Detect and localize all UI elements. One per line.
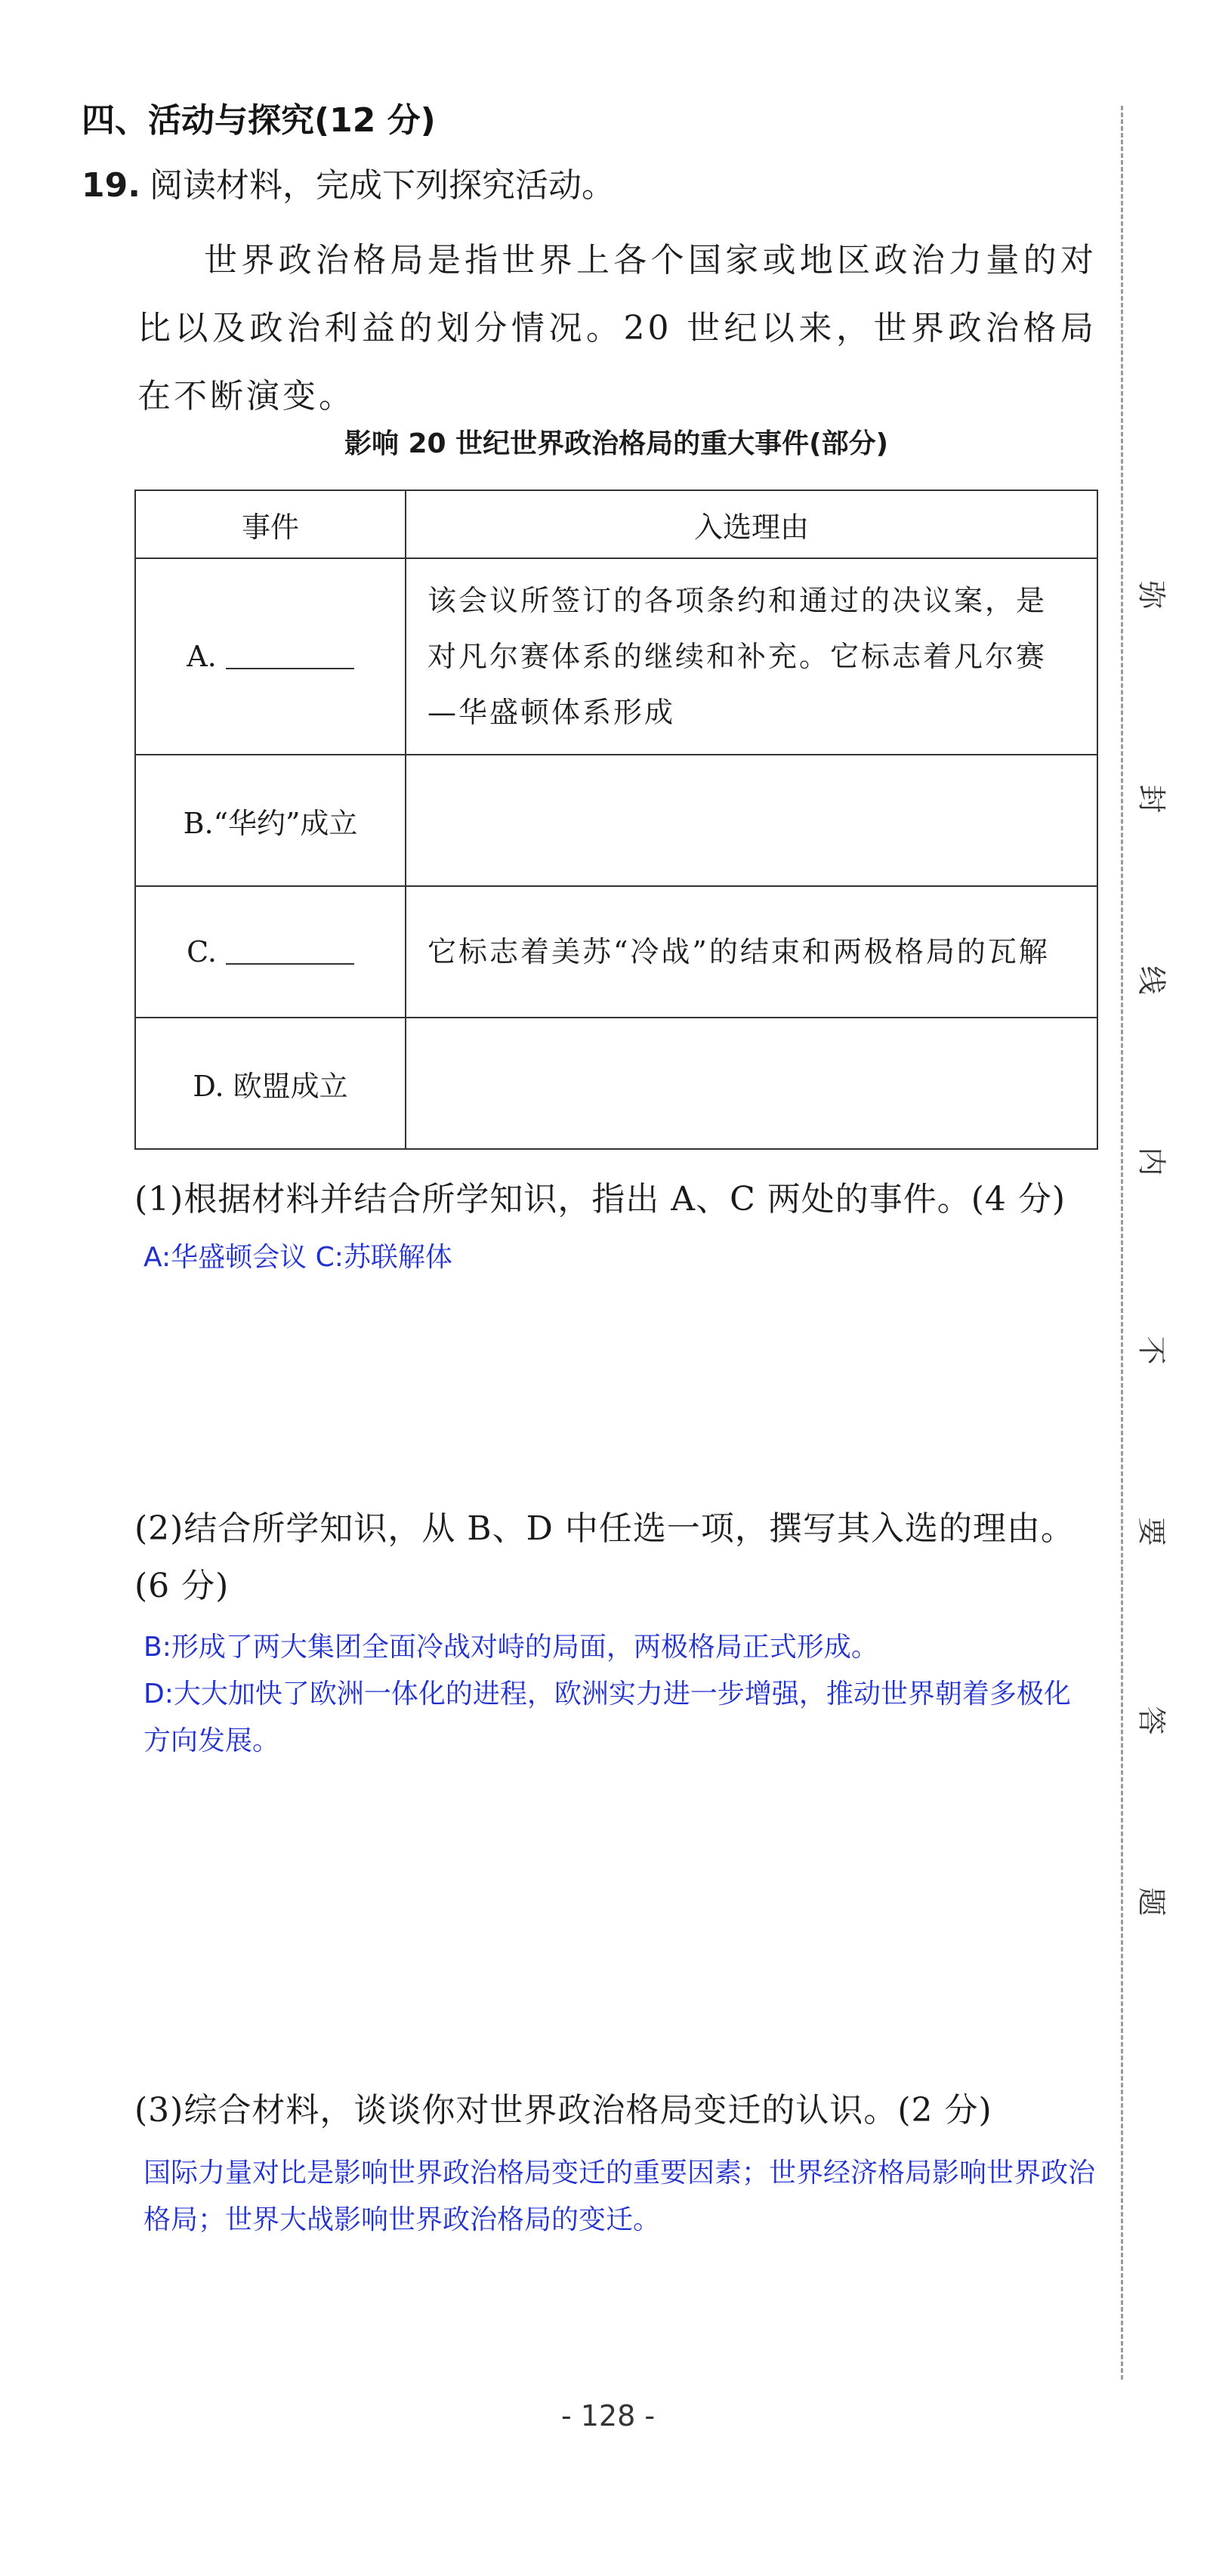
table-row — [135, 1018, 1097, 1149]
table-caption: 影响 20 世纪世界政治格局的重大事件(部分) — [344, 428, 889, 459]
table-header-event: 事件 — [135, 490, 406, 558]
question-19-prompt — [82, 162, 1094, 210]
answer-3: 国际力量对比是影响世界政治格局变迁的重要因素；世界经济格局影响世界政治格局；世界大战影响世界政治格局的变迁。 — [144, 2157, 1096, 2235]
seal-label: 线 — [1134, 965, 1168, 995]
seal-label: 答 — [1134, 1706, 1168, 1735]
table-row — [135, 886, 1097, 1018]
binding-dashed-line — [1121, 106, 1128, 2380]
section-title: 四、活动与探究(12 分) — [82, 101, 436, 140]
events-table — [134, 490, 1098, 1150]
subquestion-1: (1)根据材料并结合所学知识，指出 A、C 两处的事件。(4 分) — [134, 1180, 1066, 1219]
question-number: 19. — [82, 166, 140, 205]
page-number: - 128 - — [560, 2399, 656, 2432]
seal-label: 封 — [1134, 784, 1168, 814]
answer-1: A:华盛顿会议 C:苏联解体 — [144, 1242, 452, 1273]
seal-label: 弥 — [1134, 580, 1168, 610]
table-row — [135, 755, 1097, 886]
event-label: C. — [187, 935, 217, 968]
fill-in-blank — [226, 645, 354, 669]
event-label: A. — [187, 640, 217, 673]
seal-label: 题 — [1134, 1887, 1168, 1917]
seal-label: 要 — [1134, 1517, 1168, 1546]
event-cell: D. 欧盟成立 — [135, 1018, 406, 1149]
subquestion-2: (2)结合所学知识，从 B、D 中任选一项，撰写其入选的理由。(6 分) — [134, 1509, 1075, 1605]
answer-2-b: B:形成了两大集团全面冷战对峙的局面，两极格局正式形成。 — [144, 1632, 878, 1663]
reason-cell — [406, 1018, 1097, 1149]
reading-material: 世界政治格局是指世界上各个国家或地区政治力量的对比以及政治利益的划分情况。20 世纪以来，世界政治格局在不断演变。 — [137, 241, 1097, 415]
seal-label: 内 — [1134, 1147, 1168, 1176]
reason-cell: 该会议所签订的各项条约和通过的决议案，是对凡尔赛体系的继续和补充。它标志着凡尔赛—华盛顿体系形成 — [406, 558, 1097, 755]
fill-in-blank — [226, 941, 354, 965]
event-cell — [135, 558, 406, 755]
subquestion-3: (3)综合材料，谈谈你对世界政治格局变迁的认识。(2 分) — [134, 2091, 992, 2130]
answer-2-d: D:大大加快了欧洲一体化的进程，欧洲实力进一步增强，推动世界朝着多极化方向发展。 — [144, 1679, 1071, 1756]
question-prompt-text: 阅读材料，完成下列探究活动。 — [149, 166, 615, 205]
event-cell: B.“华约”成立 — [135, 755, 406, 886]
table-row — [135, 558, 1097, 755]
seal-label: 不 — [1134, 1336, 1168, 1365]
table-header-reason: 入选理由 — [406, 490, 1097, 558]
reason-cell: 它标志着美苏“冷战”的结束和两极格局的瓦解 — [406, 886, 1097, 1018]
event-cell — [135, 886, 406, 1018]
reason-cell — [406, 755, 1097, 886]
